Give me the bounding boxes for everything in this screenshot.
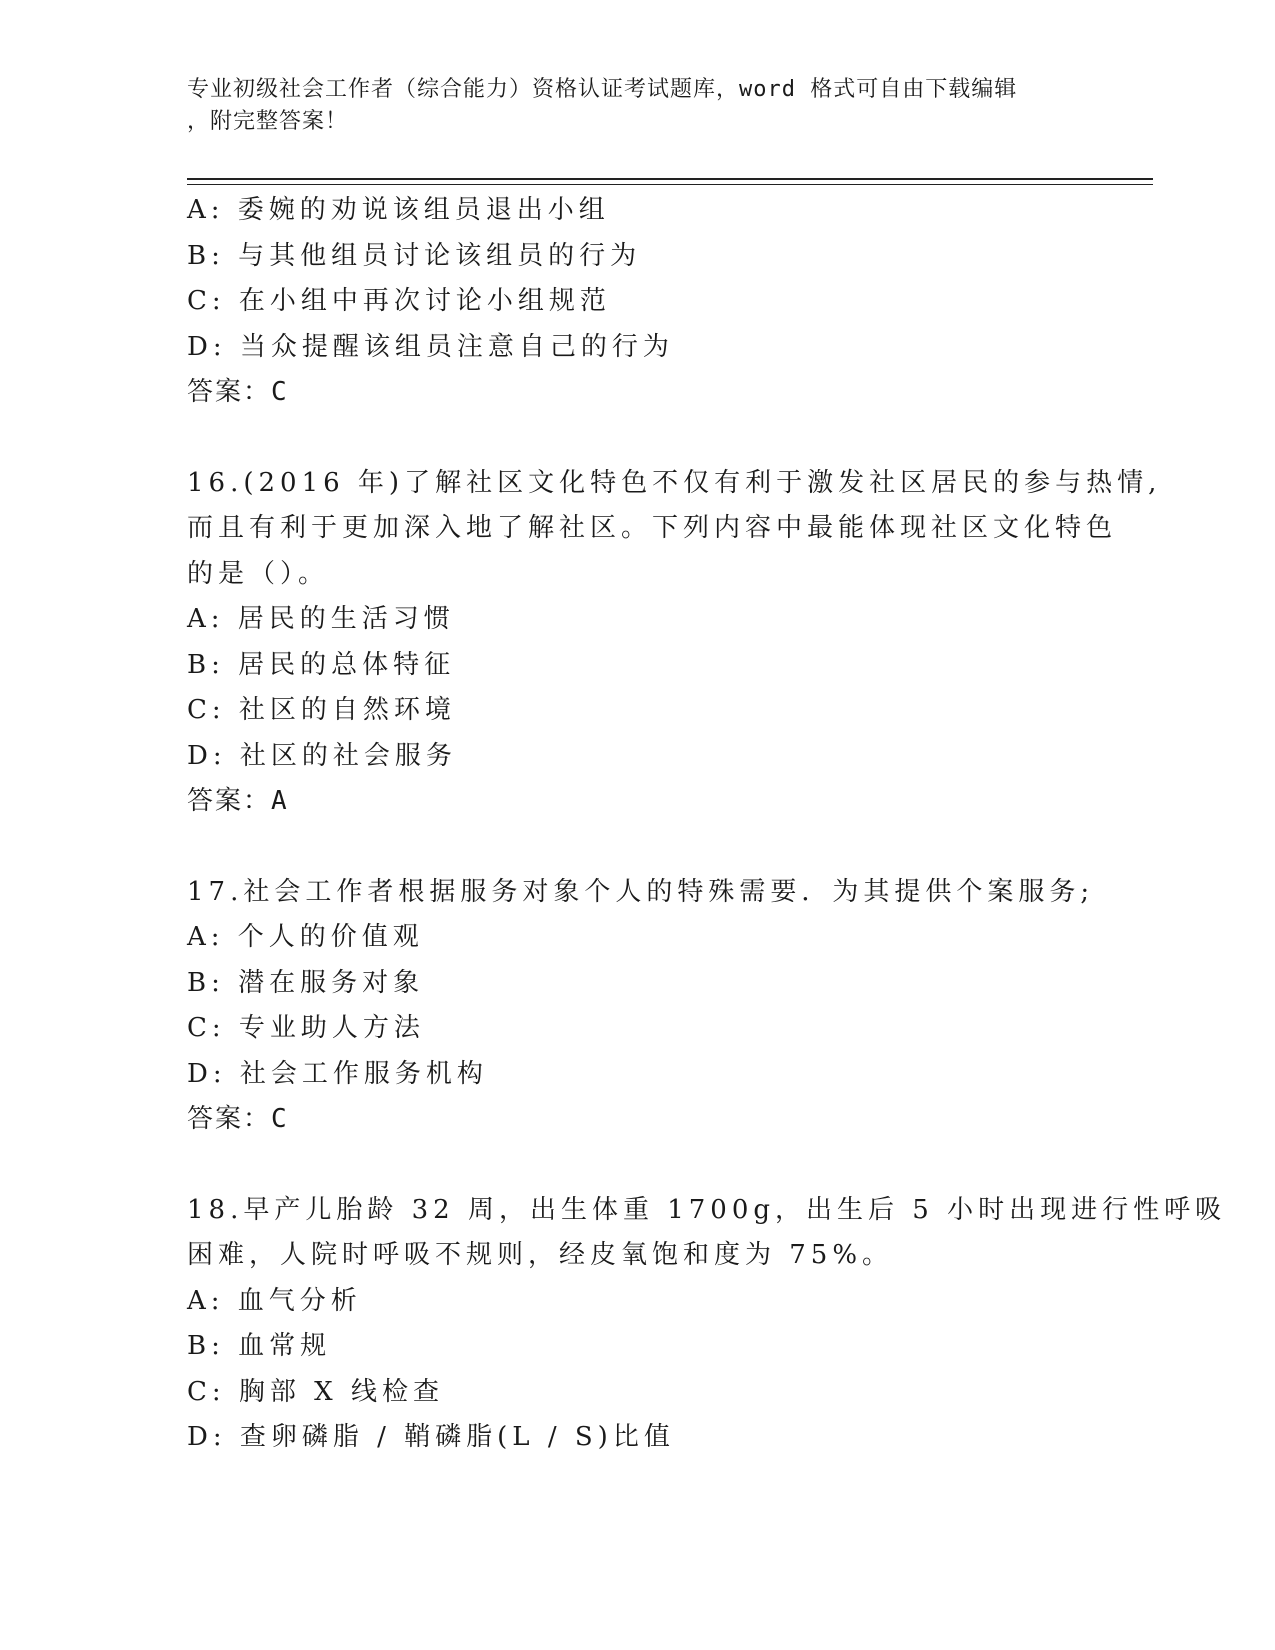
option-b: B: 与其他组员讨论该组员的行为	[187, 240, 642, 271]
header-line-1: 专业初级社会工作者（综合能力）资格认证考试题库，word 格式可自由下载编辑	[187, 77, 1018, 102]
option-a: A: 居民的生活习惯	[187, 604, 455, 634]
question-text-line: 困难，人院时呼吸不规则，经皮氧饱和度为 75%。	[187, 1240, 894, 1270]
option-c: C: 在小组中再次讨论小组规范	[187, 286, 611, 316]
option-d: D: 社区的社会服务	[187, 740, 457, 771]
option-c: C: 社区的自然环境	[187, 695, 456, 725]
spacer	[187, 825, 1087, 870]
header-rule-thin	[187, 184, 1153, 185]
header-line-2: ，附完整答案！	[187, 109, 349, 134]
option-b: B: 血常规	[187, 1331, 332, 1361]
answer-line: 答案：C	[187, 377, 289, 407]
question-text-line: 的是（）。	[187, 558, 330, 589]
question-text-line: 16.(2016 年)了解社区文化特色不仅有利于激发社区居民的参与热情,	[187, 467, 1162, 498]
question-text-line: 而且有利于更加深入地了解社区。下列内容中最能体现社区文化特色	[187, 513, 1118, 543]
answer-line: 答案：A	[187, 786, 289, 816]
option-b: B: 居民的总体特征	[187, 649, 456, 680]
option-b: B: 潜在服务对象	[187, 967, 425, 998]
question-text-line: 18.早产儿胎龄 32 周，出生体重 1700g，出生后 5 小时出现进行性呼吸	[187, 1194, 1227, 1225]
option-d: D: 查卵磷脂 / 鞘磷脂(L / S)比值	[187, 1422, 675, 1452]
option-a: A: 个人的价值观	[187, 922, 424, 952]
question-text-line: 17.社会工作者根据服务对象个人的特殊需要．为其提供个案服务;	[187, 876, 1095, 907]
option-a: A: 血气分析	[187, 1285, 362, 1316]
option-c: C: 胸部 X 线检查	[187, 1376, 444, 1407]
question-list	[187, 188, 1227, 1461]
option-d: D: 当众提醒该组员注意自己的行为	[187, 331, 674, 362]
question-18	[187, 1188, 1227, 1461]
spacer	[187, 1143, 1087, 1188]
spacer	[187, 416, 1087, 461]
question-16	[187, 461, 1162, 825]
option-c: C: 专业助人方法	[187, 1013, 425, 1043]
answer-line: 答案：C	[187, 1104, 289, 1134]
option-a: A: 委婉的劝说该组员退出小组	[187, 195, 610, 225]
header-rule-thick	[187, 178, 1153, 180]
question-17	[187, 870, 1095, 1143]
document-header	[187, 74, 1067, 138]
question-block-previous	[187, 188, 1087, 416]
option-d: D: 社会工作服务机构	[187, 1058, 488, 1089]
